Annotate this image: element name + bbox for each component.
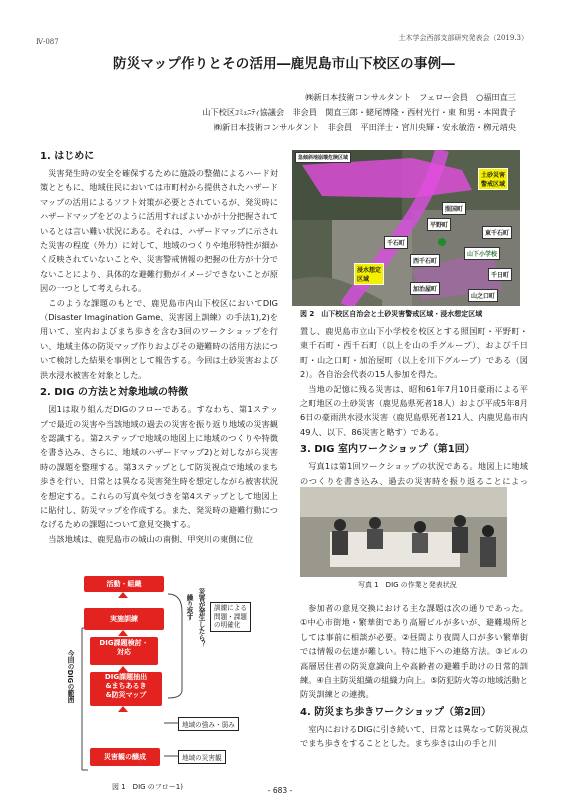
figure-caption: 図 2 山下校区自治会と土砂災害警戒区域・浸水想定区域 xyxy=(300,310,483,318)
paragraph: 参加者の意見交換における主な課題は次の通りであった。①中心市街地・繁華街であり高層ビルが多いが、避難場所としては事前に相談が必要。②昼間より夜間人口が多い繁華街では情報の伝達が難しい。特に地下への連絡方法。③ビルの高層居住者の防災意識向上や高齢者の避難手助けの日常的訓練。④自主防災組織の組織力向上。⑤防犯防火等の地域活動と防災訓練との連携。 xyxy=(300,603,528,700)
map-legend: 急傾斜地崩壊危険区域 xyxy=(295,152,351,163)
paragraph: 災害発生時の安全を確保するために施設の整備によるハード対策とともに、地域住民においては市町村から提供されたハザードマップの活用によるソフト対策が必要とされているが、発災時にハザードマップをどのように活用すればよいかが十分把握されているとは言い難い状況にある。それは、ハザードマップに示された災害の程度（外力）に対して、地域のつくりや地形特性が細かく反映されていないことや、災害警戒情報の把握の仕方が十分でないことにより、具体的な避難行動がイメージできないことが原因の一つとして考えられる。 xyxy=(40,168,278,294)
paragraph: 当地の記憶に残る災害は、昭和61年7月10日豪雨による平之町地区の土砂災害（鹿児島県死者18人）および平成5年8月6日の豪雨洪水浸水災害（鹿児島県死者121人、内鹿児島市内49人、以下、86災害と略す）である。 xyxy=(300,383,528,437)
town-label: 平野町 xyxy=(427,218,451,231)
dig-flow-figure xyxy=(60,572,272,774)
flow-step: 活動・組織 xyxy=(84,576,164,592)
repeat-label: 繰り返す xyxy=(185,594,193,621)
area-map xyxy=(292,150,520,306)
dig-scope-label: 今回のDIGの範囲 xyxy=(66,650,74,703)
paragraph: 置し、鹿児島市立山下小学校を校区とする照国町・平野町・東千石町・西千石町（以上を山の手グループ）、および千日町・山之口町・加治屋町（以上を川下グループ）である（図2）。各自治会代表の15人参加を得た。 xyxy=(300,326,528,380)
strength-box: 地域の強み・弱み xyxy=(178,717,239,731)
author-line: ㈱新日本技術コンサルタント フェロー会員 ○福田直三 xyxy=(305,92,516,102)
flow-step: 災害観の醸成 xyxy=(90,748,160,766)
town-label: 東千石町 xyxy=(482,226,512,239)
training-box: 訓練による 問題・課題 の明確化 xyxy=(210,602,251,632)
paper-code: Ⅳ-087 xyxy=(36,38,59,46)
town-label: 山之口町 xyxy=(468,289,498,302)
page-number: - 683 - xyxy=(267,786,293,795)
workshop-photo xyxy=(300,487,507,577)
disaster-question-label: 災害が発生したら？ xyxy=(197,588,205,648)
paragraph: このような課題のもとで、鹿児島市内山下校区においてDIG（Disaster Imagination Game、災害図上訓練）の手法1),2)を用いて、室内およびまち歩きを含む3回のワークショップを行い、地域主体の防災マップ作りおよびその避難時の活用方法について検討した結果を事例として報告する。今回は土砂災害および洪水浸水被害を対象とした。 xyxy=(40,297,278,380)
sediment-label: 土砂災害 警戒区域 xyxy=(478,168,508,190)
section-heading: 1. はじめに xyxy=(40,151,95,162)
paragraph: 室内におけるDIGに引き続いて、日常とは異なって防災視点でまち歩きをすることとした。まち歩きは山の手と川 xyxy=(300,723,528,749)
right-column-bottom xyxy=(300,601,528,751)
section-heading: 3. DIG 室内ワークショップ（第1回） xyxy=(300,444,475,456)
paper-title: 防災マップ作りとその活用―鹿児島市山下校区の事例― xyxy=(113,56,455,72)
flood-label: 浸水想定 区域 xyxy=(354,263,384,285)
paragraph: 写真1は第1回ワークショップの状況である。地図上に地域のつくりを書き込み、過去の災害時を振り返ることによっ xyxy=(300,461,528,486)
author-line: 山下校区ｺﾐｭﾆﾃｨ協議会 非会員 関直三郎・蛯尾博隆・西村光行・東 和男・本岡貴子 xyxy=(202,107,516,117)
town-label: 西千石町 xyxy=(410,254,440,267)
paragraph: 図1は取り組んだDIGのフローである。すなわち、第1ステップで最近の災害や当該地域の過去の災害を振り返り地域の災害観を認識する。第2ステップで地域の地図上に地域のつくりや特徴を書き込み、さらに、地域のハザードマップ2)と対しながら災害時の課題を整理する。第3ステップとして防災視点で地域のまち歩きを行い、日常とは異なる災害発生時を想定しながら被害状況を想定する。これらの写真や気づきを第4ステップとして地図上に貼付し、防災マップを作成する。また、発災時の避難行動につなげるための課題について意見交換する。 xyxy=(40,404,278,530)
flow-step: DIG課題検討・ 対応 xyxy=(90,637,158,665)
photo-caption: 写真 1 DIG の作業と発表状況 xyxy=(358,581,457,589)
conference-name: 土木学会西部支部研究発表会（2019.3） xyxy=(398,34,528,42)
town-label: 加治屋町 xyxy=(410,282,440,295)
left-column xyxy=(40,146,278,546)
authors xyxy=(202,90,516,135)
history-box: 地域の災害観 xyxy=(178,750,226,764)
photo-svg xyxy=(300,487,507,577)
paragraph: 当該地域は、鹿児島市の城山の南側、甲突川の東側に位 xyxy=(48,533,253,544)
flow-step: 実施訓練 xyxy=(84,608,164,630)
town-label: 照国町 xyxy=(442,202,466,215)
flow-step: DIG課題抽出 &まちあるき &防災マップ xyxy=(90,672,162,706)
school-label: 山下小学校 xyxy=(464,247,500,260)
author-line: ㈱新日本技術コンサルタント 非会員 平田洋士・宮川央輝・安永敏浩・栁元靖央 xyxy=(213,122,516,132)
town-label: 千石町 xyxy=(384,236,408,249)
town-label: 千日町 xyxy=(488,268,512,281)
section-heading: 2. DIG の方法と対象地域の特徴 xyxy=(40,387,188,399)
section-heading: 4. 防災まち歩きワークショップ（第2回） xyxy=(300,706,491,718)
right-column-top xyxy=(300,324,528,502)
figure-caption: 図 1 DIG のフロー1) xyxy=(112,783,183,791)
